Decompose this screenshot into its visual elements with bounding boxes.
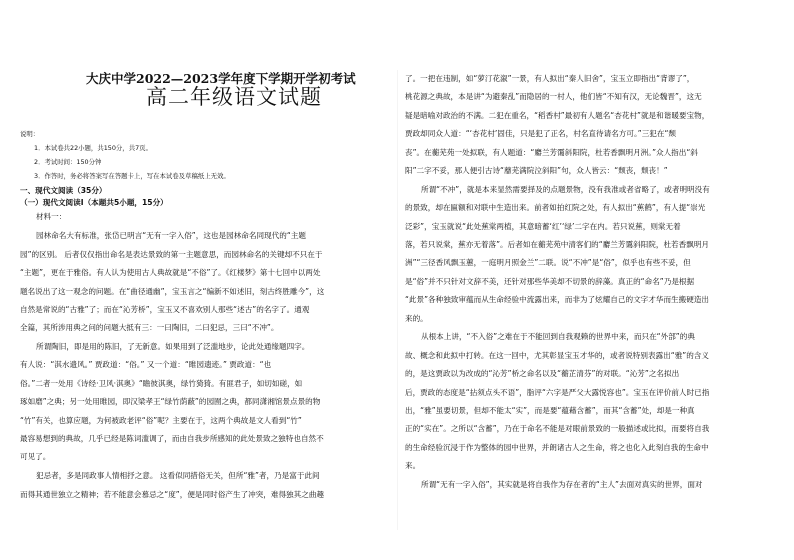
exam-subject-title: 高二年级语文试题: [146, 85, 322, 109]
passage-line: 从根本上讲，“不入俗”之难在于不能回到自我观赖的世界中来，而只在“外部”的典: [421, 332, 695, 341]
passage-line: 故、概念和此拟中打转。在这一回中，尤其彰显宝玉才华的，或者说特别表露出“雅”的含义: [405, 351, 710, 360]
passage-line: 园林命名大有标准，张岱已明言“无有一字入俗”，这也是园林命名同现代的“主题: [36, 231, 306, 240]
passage-line: 阳”二字不妥，那人便引古诗“蘼芜满院泣斜阳”句，众人皆云：“颓丧，颓丧！”: [405, 166, 668, 175]
exam-header-title: 大庆中学2022—2023学年度下学期开学初考试: [86, 71, 356, 86]
note-item-3: 3．作答时，务必将答案写在答题卡上，写在本试卷及草稿纸上无效。: [34, 172, 230, 180]
passage-line: 泛彩”，宝玉就说“此处蕉棠两植，其意暗蓄‘红’‘绿’二字在内。若只说蕉，则棠无着: [405, 222, 681, 231]
passage-line: 丧”。在蘅芜苑一处拟联，有人题道：“麝兰芳霭斜阳院，杜若香飘明月洲。”众人指出“斜: [405, 148, 698, 157]
passage-line: 疑是暗喻对政治的不满。二犯在重名，“稻香村”最初有人题名“杏花村”就是和谐暖要宝物，: [405, 111, 710, 120]
passage-line: 的，是这贾政以为改成的“沁芳”桥之命名以及“蘅芷清芬”的对联。“沁芳”之名拟出: [405, 369, 680, 378]
passage-line: 园”的区别。 后者仅仅指出命名是表达景致的第一主题意思，而园林命名的关键却不只在于: [20, 250, 323, 259]
section-heading: 一、现代文阅读（35分）: [20, 186, 107, 195]
passage-line: 有人说：“淇水遗风。” 贾政道：“俗。” 又一个道：“睢园遗迹。” 贾政道：“也: [20, 360, 272, 369]
passage-line: “竹”有关，也算应题，为何被政老评“俗”呢？主要在于，这两个典故是文人看到“竹”: [20, 416, 302, 425]
passage-line: 来的。: [405, 314, 428, 323]
passage-line: 最容易想到的典故，几乎已经是陈词滥调了，而由自我步所感知的此处景致之独特也自然不: [20, 434, 324, 443]
passage-line: 所谓陶旧，即是用的陈旧，了无新意。如果用到了泛滥地步，论此处通缘题四字。: [36, 342, 310, 351]
passage-line: 俗。”二者一处用《诗经·卫风·淇奥》“瞻彼淇奥，绿竹猗猗。有匪君子，如切如磋，如: [20, 379, 303, 388]
note-item-2: 2．考试时间：150分钟: [34, 158, 102, 166]
passage-line: 的生命经验沉浸于作为整体的园中世界，并朗诸古人之生命，将之也化入此刻自我的生命中: [405, 443, 709, 452]
passage-line: 后，贾政的态度是“拈须点头不语”，脂评“六字是严父大露悦容也”。宝玉在评价前人时已指: [405, 388, 710, 397]
passage-line: 是“俗”并不只针对文辞不美，还针对那些华美却不切景的辞藻。真正的“命名”乃是根据: [405, 277, 695, 286]
passage-line: 题名说出了这一观念的问题。在“曲径通幽”，宝玉言之“编新不如述旧，刻古终胜雕今”，这: [20, 287, 325, 296]
passage-line: 桃花源之典故，本是讲“为避秦乱”而隐居的一村人，他们皆“不知有汉，无论魏晋”，这无: [405, 92, 702, 101]
passage-line: 来。: [405, 461, 421, 470]
passage-line: “主题”，更在于雅俗。有人认为使用古人典故就是“不俗”了。《红楼梦》第十七回中以两处: [20, 268, 321, 277]
passage-line: 可见了。: [20, 452, 51, 461]
passage-line: 的景致，却在匾额和对联中生造出来。前者如拍红院之处，有人拟出“蕉鹤”，有人提“崇光: [405, 203, 706, 212]
passage-line: 了。一把在违制，如“萝汀花溆”一景，有人拟出“秦人旧舍”，宝玉立即指出“背谬了”，: [405, 74, 695, 83]
column-divider: [397, 70, 398, 530]
passage-line: “此景”各种独致审蕴而从生命经验中流露出来，而非为了炫耀自己的文字才华而生搬硬造出: [405, 295, 710, 304]
subsection-heading: （一）现代文阅读Ⅰ（本题共5小题，15分）: [20, 198, 168, 207]
passage-line: 洲”“三径香风飘玉蕙，一庭明月照金兰”二联。说“不冲”是“俗”，似乎也有些不妥，但: [405, 258, 691, 267]
passage-line: 出，“雅”虽要切景，但却不能太“实”，而是要“蕴藉含蓄”，而其“含蓄”处，却是一种真: [405, 406, 695, 415]
notes-label: 说明：: [20, 130, 40, 138]
passage-line: 自然是常说的“古雅”了；而在“沁芳桥”，宝玉又不喜欢别人那些“述古”的名字了。通观: [20, 305, 310, 314]
passage-line: 琢如磨”之典；另一处用睢园，即汉梁孝王“绿竹荫蔽”的园囿之典，都同潇湘馆景点景的物: [20, 397, 321, 406]
passage-line: 贾政却同众人道：“‘杏花村’固佳，只是犯了正名，村名直待请名方可。”三犯在“颓: [405, 129, 677, 138]
passage-line: 而得其通世独立之精神；若不能意会慕忌之“度”，便是同时俗产生了冲突，难得独其之曲趣: [20, 490, 325, 499]
note-item-1: 1．本试卷共22小题，共150分，共7页。: [34, 144, 152, 152]
passage-line: 全篇，其所涉用典之问的问题大抵有三：一曰陶旧，二曰犯忌，三曰“不冲”。: [20, 323, 279, 332]
material-label: 材料一：: [36, 212, 67, 221]
passage-line: 所谓“不冲”，就是本来显然需要择及的点题景物，没有我准或者省略了，或者明明没有: [421, 185, 710, 194]
passage-line: 落，若只说棠，蕉亦无着落”。后者如在蘅芜苑中清客们的“麝兰芳霭斜阳院，杜若香飘明月: [405, 240, 710, 249]
passage-line: 犯忌者，多是同政事人情相抒之意。 这看似同措俗无关，但所“雅”者，乃是富于此间: [36, 471, 320, 480]
passage-line: 所谓“无有一字入俗”，其实就是将自我作为存在者的“主人”去面对真实的世界，面对: [421, 480, 703, 489]
passage-line: 正的“实在”。之所以“含蓄”，乃在于命名不能是对眼前景致的一般描述或比拟，而要将自我: [405, 424, 710, 433]
